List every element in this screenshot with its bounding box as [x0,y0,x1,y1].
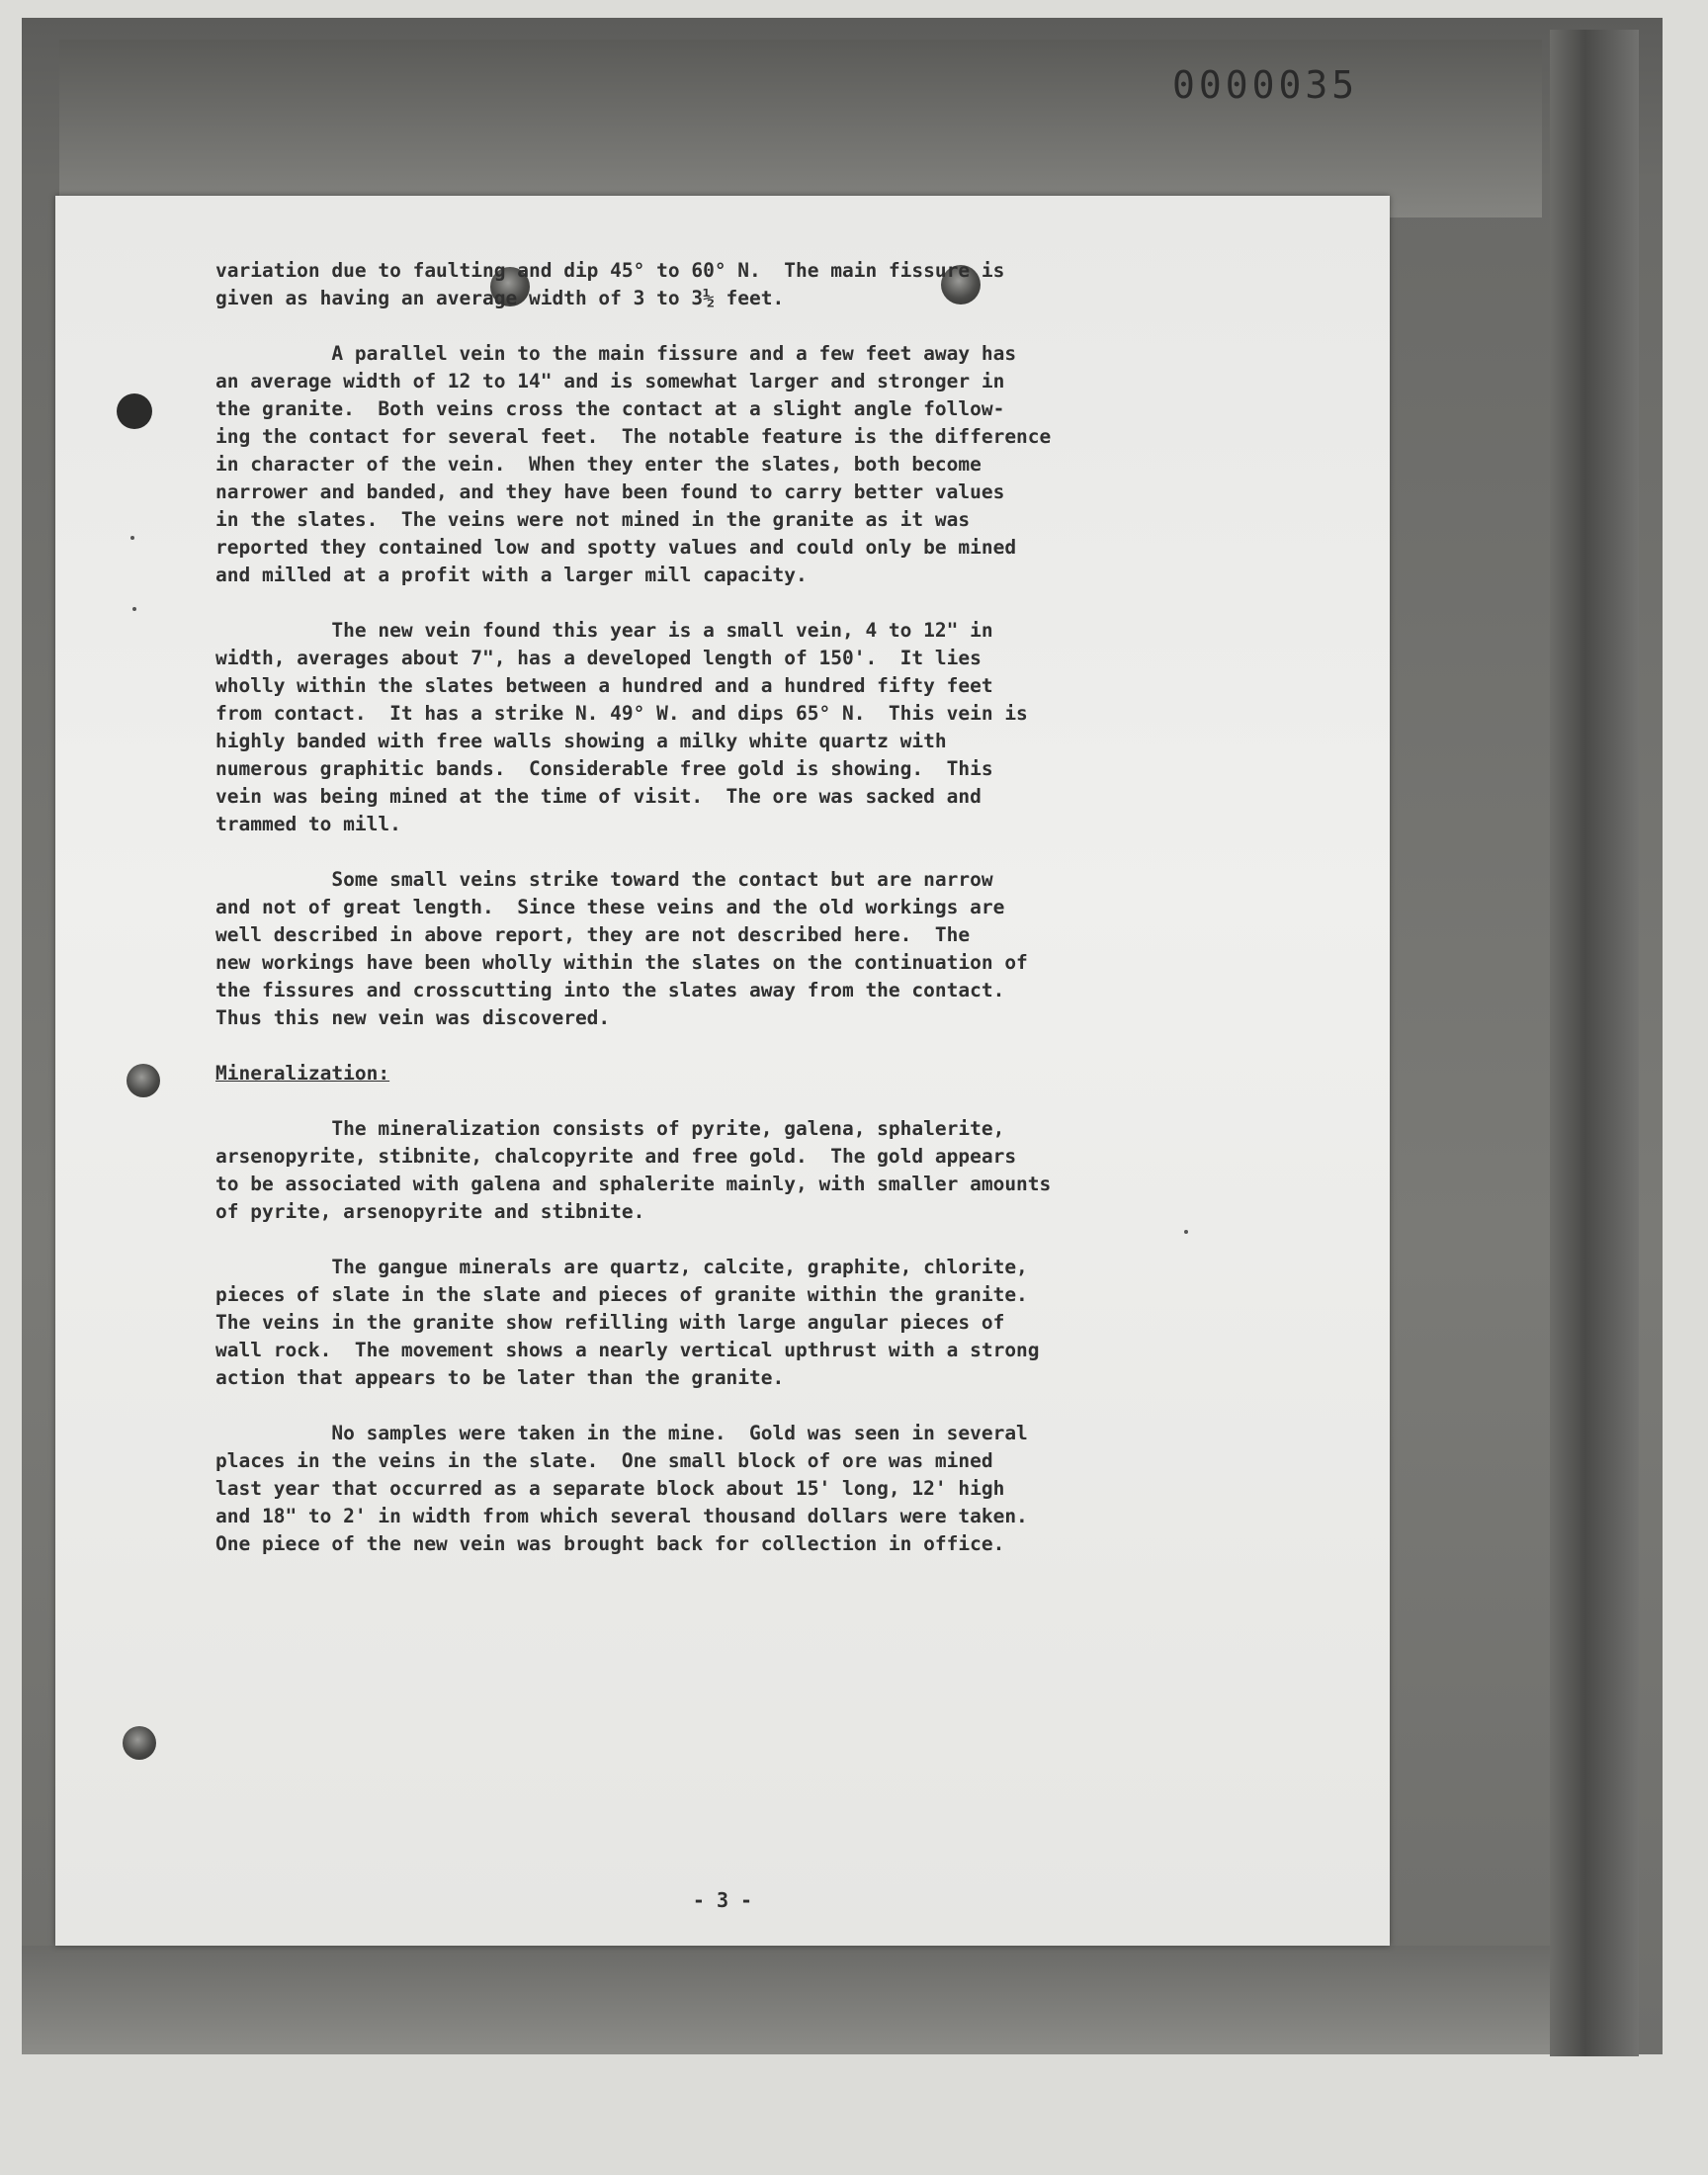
text-line: and not of great length. Since these veins and the old workings are [215,896,1005,918]
text-line: variation due to faulting and dip 45° to 60° N. The main fissure is [215,259,1005,282]
text-line: and 18" to 2' in width from which several thousand dollars were taken. [215,1505,1028,1527]
text-line: numerous graphitic bands. Considerable free gold is showing. This [215,757,993,780]
paragraph [215,617,1283,838]
text-line: action that appears to be later than the granite. [215,1366,785,1389]
text-line: new workings have been wholly within the slates on the continuation of [215,951,1028,974]
speck [132,607,136,611]
paragraph [215,1420,1283,1558]
text-line: narrower and banded, and they have been found to carry better values [215,480,1005,503]
text-line: in the slates. The veins were not mined in the granite as it was [215,508,971,531]
text-line: wall rock. The movement shows a nearly vertical upthrust with a strong [215,1339,1040,1361]
text-line: an average width of 12 to 14" and is somewhat larger and stronger in [215,370,1005,392]
text-line: Thus this new vein was discovered. [215,1006,611,1029]
text-line: in character of the vein. When they enter the slates, both become [215,453,982,476]
paragraphs-after-heading [215,1115,1283,1558]
text-line: given as having an average width of 3 to 3½ feet. [215,287,785,309]
text-line: The gangue minerals are quartz, calcite, graphite, chlorite, [215,1256,1028,1278]
text-line: well described in above report, they are not described here. The [215,923,971,946]
text-line: highly banded with free walls showing a milky white quartz with [215,730,947,752]
section-heading: Mineralization: [215,1062,390,1085]
text-line: wholly within the slates between a hundred and a hundred fifty feet [215,674,993,697]
paragraph [215,1115,1283,1226]
text-line: of pyrite, arsenopyrite and stibnite. [215,1200,645,1223]
punch-hole [127,1064,160,1097]
text-line: The new vein found this year is a small vein, 4 to 12" in [215,619,993,642]
text-line: arsenopyrite, stibnite, chalcopyrite and free gold. The gold appears [215,1145,1017,1168]
paragraph [215,257,1283,312]
text-line: places in the veins in the slate. One small block of ore was mined [215,1449,993,1472]
text-line: reported they contained low and spotty values and could only be mined [215,536,1017,559]
text-line: One piece of the new vein was brought back for collection in office. [215,1532,1005,1555]
paragraph [215,866,1283,1032]
page-number: - 3 - [692,1888,753,1912]
text-line: The veins in the granite show refilling with large angular pieces of [215,1311,1005,1334]
text-line: to be associated with galena and sphalerite mainly, with smaller amounts [215,1173,1052,1195]
scan-right-edge [1550,30,1639,2056]
paragraphs-before-heading [215,257,1283,1032]
text-line: The mineralization consists of pyrite, galena, sphalerite, [215,1117,1005,1140]
paragraph [215,340,1283,589]
text-line: and milled at a profit with a larger mill capacity. [215,564,808,586]
text-line: No samples were taken in the mine. Gold was seen in several [215,1422,1028,1444]
punch-hole [117,393,152,429]
text-line: the fissures and crosscutting into the slates away from the contact. [215,979,1005,1001]
punch-hole [123,1726,156,1760]
paragraph [215,1254,1283,1392]
text-line: Some small veins strike toward the contact but are narrow [215,868,993,891]
text-line: A parallel vein to the main fissure and a few feet away has [215,342,1017,365]
text-line: the granite. Both veins cross the contact at a slight angle follow- [215,397,1005,420]
text-line: ing the contact for several feet. The notable feature is the difference [215,425,1052,448]
scan-bottom-shade [22,1946,1550,2054]
document-body [215,257,1283,1586]
text-line: last year that occurred as a separate block about 15' long, 12' high [215,1477,1005,1500]
text-line: vein was being mined at the time of visit. The ore was sacked and [215,785,982,808]
frame-id-number: 0000035 [1172,63,1359,107]
text-line: from contact. It has a strike N. 49° W. and dips 65° N. This vein is [215,702,1028,725]
text-line: trammed to mill. [215,813,401,835]
speck [130,536,134,540]
text-line: width, averages about 7", has a developed length of 150'. It lies [215,647,982,669]
text-line: pieces of slate in the slate and pieces of granite within the granite. [215,1283,1028,1306]
